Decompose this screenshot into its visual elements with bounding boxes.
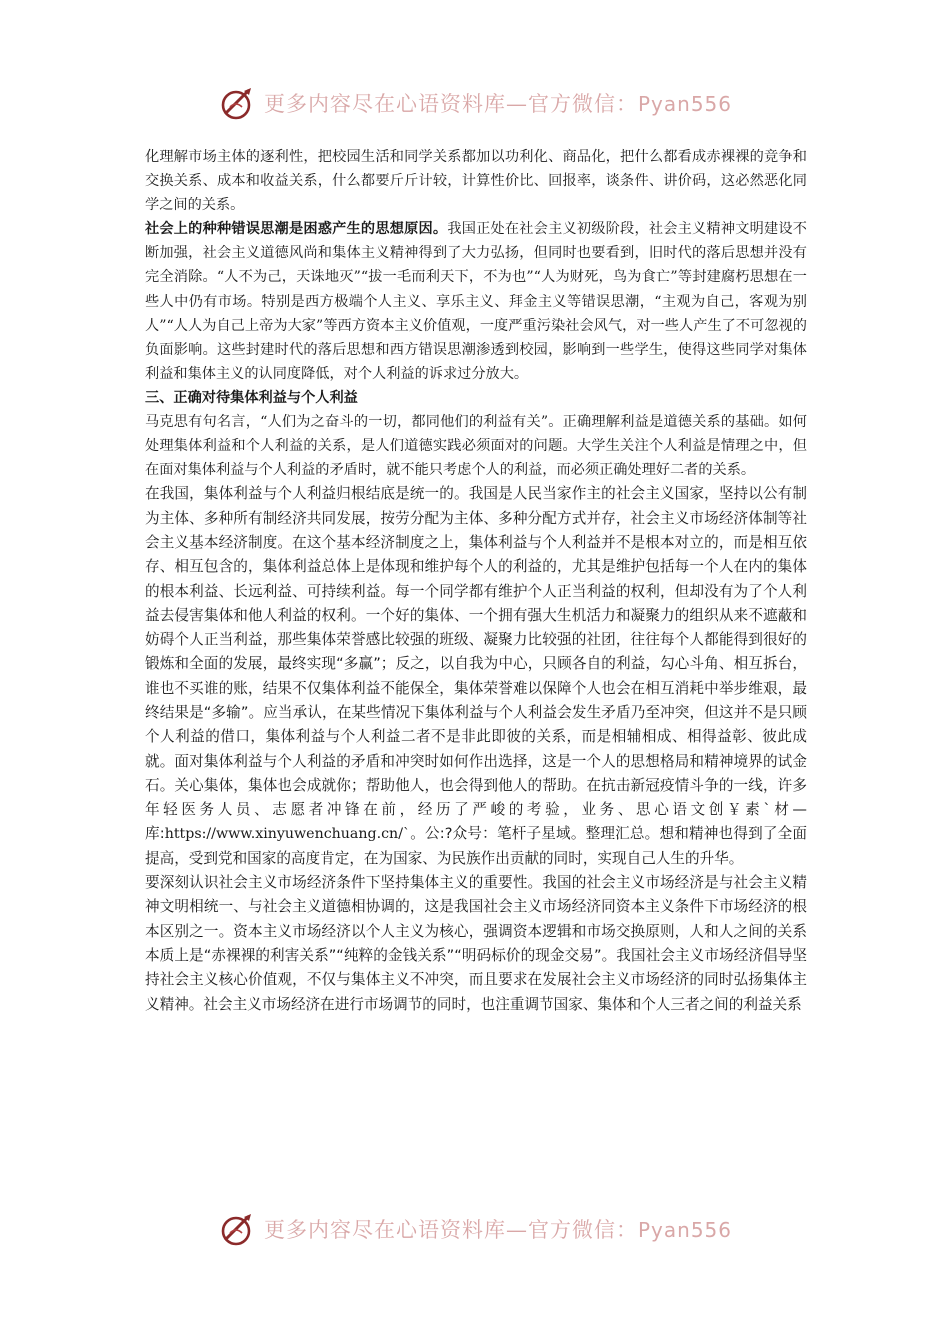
document-body [145, 145, 807, 1017]
watermark-text: 更多内容尽在心语资料库—官方微信：Pyan556 [263, 1218, 732, 1242]
paragraph-unity [145, 482, 807, 871]
paragraph-market-economy: 要深刻认识社会主义市场经济条件下坚持集体主义的重要性。我国的社会主义市场经济是与社会主义精神文明相统一、与社会主义道德相协调的，这是我国社会主义市场经济同资本主义条件下市场经济的根本区别之一。资本主义市场经济以个人主义为核心，强调资本逻辑和市场交换原则，人和人之间的关系本质上是“赤裸裸的利害关系”“纯粹的金钱关系”“明码标价的现金交易”。我国社会主义市场经济倡导坚持社会主义核心价值观，不仅与集体主义不冲突，而且要求在发展社会主义市场经济的同时弘扬集体主义精神。社会主义市场经济在进行市场调节的同时，也注重调节国家、集体和个人三者之间的利益关系 [145, 874, 807, 1013]
bottom-watermark-banner [0, 1204, 950, 1254]
section-heading: 三、正确对待集体利益与个人利益 [145, 389, 358, 406]
paragraph-marx-quote: 马克思有句名言，“人们为之奋斗的一切，都同他们的利益有关”。正确理解利益是道德关系的基础。如何处理集体利益和个人利益的关系，是人们道德实践必须面对的问题。大学生关注个人利益是情理之中，但在面对集体利益与个人利益的矛盾时，就不能只考虑个人的利益，而必须正确处理好二者的关系。 [145, 414, 807, 479]
top-watermark-banner [0, 78, 950, 128]
paragraph-body: 我国正处在社会主义初级阶段，社会主义精神文明建设不断加强，社会主义道德风尚和集体主义精神得到了大力弘扬，但同时也要看到，旧时代的落后思想并没有完全消除。“人不为己，天诛地灭”“拔一毛而利天下，不为也”“人为财死，鸟为食亡”等封建腐朽思想在一些人中仍有市场。特别是西方极端个人主义、享乐主义、拜金主义等错误思潮，“主观为自己，客观为别人”“人人为自己上帝为大家”等西方资本主义价值观，一度严重污染社会风气，对一些人产生了不可忽视的负面影响。这些封建时代的落后思想和西方错误思潮渗透到校园，影响到一些学生，使得这些同学对集体利益和集体主义的认同度降低，对个人利益的诉求过分放大。 [145, 221, 807, 382]
paragraph-intro: 化理解市场主体的逐利性，把校园生活和同学关系都加以功利化、商品化，把什么都看成赤裸裸的竞争和交换关系、成本和收益关系，什么都要斤斤计较，计算性价比、回报率，谈条件、讲价码，这必然恶化同学之间的关系。 [145, 149, 807, 214]
writing-hand-logo-icon [218, 83, 258, 123]
writing-hand-logo-icon [218, 1209, 258, 1249]
paragraph-unity-tail: 。公:?众号：笔杆子星域。整理汇总。想和精神也得到了全面提高，受到党和国家的高度肯定，在为国家、为民族作出贡献的同时，实现自己人生的升华。 [145, 825, 808, 867]
source-url-link[interactable]: https://www.xinyuwenchuang.cn/` [164, 826, 411, 843]
paragraph-wrong-trends [145, 217, 807, 386]
paragraph-unity-body: 在我国，集体利益与个人利益归根结底是统一的。我国是人民当家作主的社会主义国家，坚持以公有制为主体、多种所有制经济共同发展，按劳分配为主体、多种分配方式并存，社会主义市场经济体制等社会主义基本经济制度。在这个基本经济制度之上，集体利益与个人利益并不是根本对立的，而是相互依存、相互包含的，集体利益总体上是体现和维护每个人的利益的，尤其是维护包括每一个人在内的集体的根本利益、长远利益、可持续利益。每一个同学都有维护个人正当利益的权利，但却没有为了个人利益去侵害集体和他人利益的权利。一个好的集体、一个拥有强大生机活力和凝聚力的组织从来不遮蔽和妨碍个人正当利益，那些集体荣誉感比较强的班级、凝聚力比较强的社团，往往每个人都能得到很好的锻炼和全面的发展，最终实现“多赢”；反之，以自我为中心，只顾各自的利益，勾心斗角、相互拆台，谁也不买谁的账，结果不仅集体利益不能保全，集体荣誉难以保障个人也会在相互消耗中举步维艰，最终结果是“多输”。应当承认，在某些情况下集体利益与个人利益会发生矛盾乃至冲突，但这并不是只顾个人利益的借口，集体利益与个人利益二者不是非此即彼的关系，而是相辅相成、相得益彰、彼此成就。面对集体利益与个人利益的矛盾和冲突时如何作出选择，这是一个人的思想格局和精神境界的试金石。关心集体，集体也会成就你；帮助他人，也会得到他人的帮助。在抗击新冠疫情斗争的一线，许多年轻医务人员、志愿者冲锋在前，经历了严峻的考验，业务、思心语文创￥素`材—库: [145, 485, 807, 843]
paragraph-lead: 社会上的种种错误思潮是困惑产生的思想原因。 [145, 221, 448, 238]
watermark-wechat-id: Pyan556 [637, 92, 732, 116]
watermark-wechat-id: Pyan556 [637, 1218, 732, 1242]
watermark-text: 更多内容尽在心语资料库—官方微信：Pyan556 [263, 92, 732, 116]
